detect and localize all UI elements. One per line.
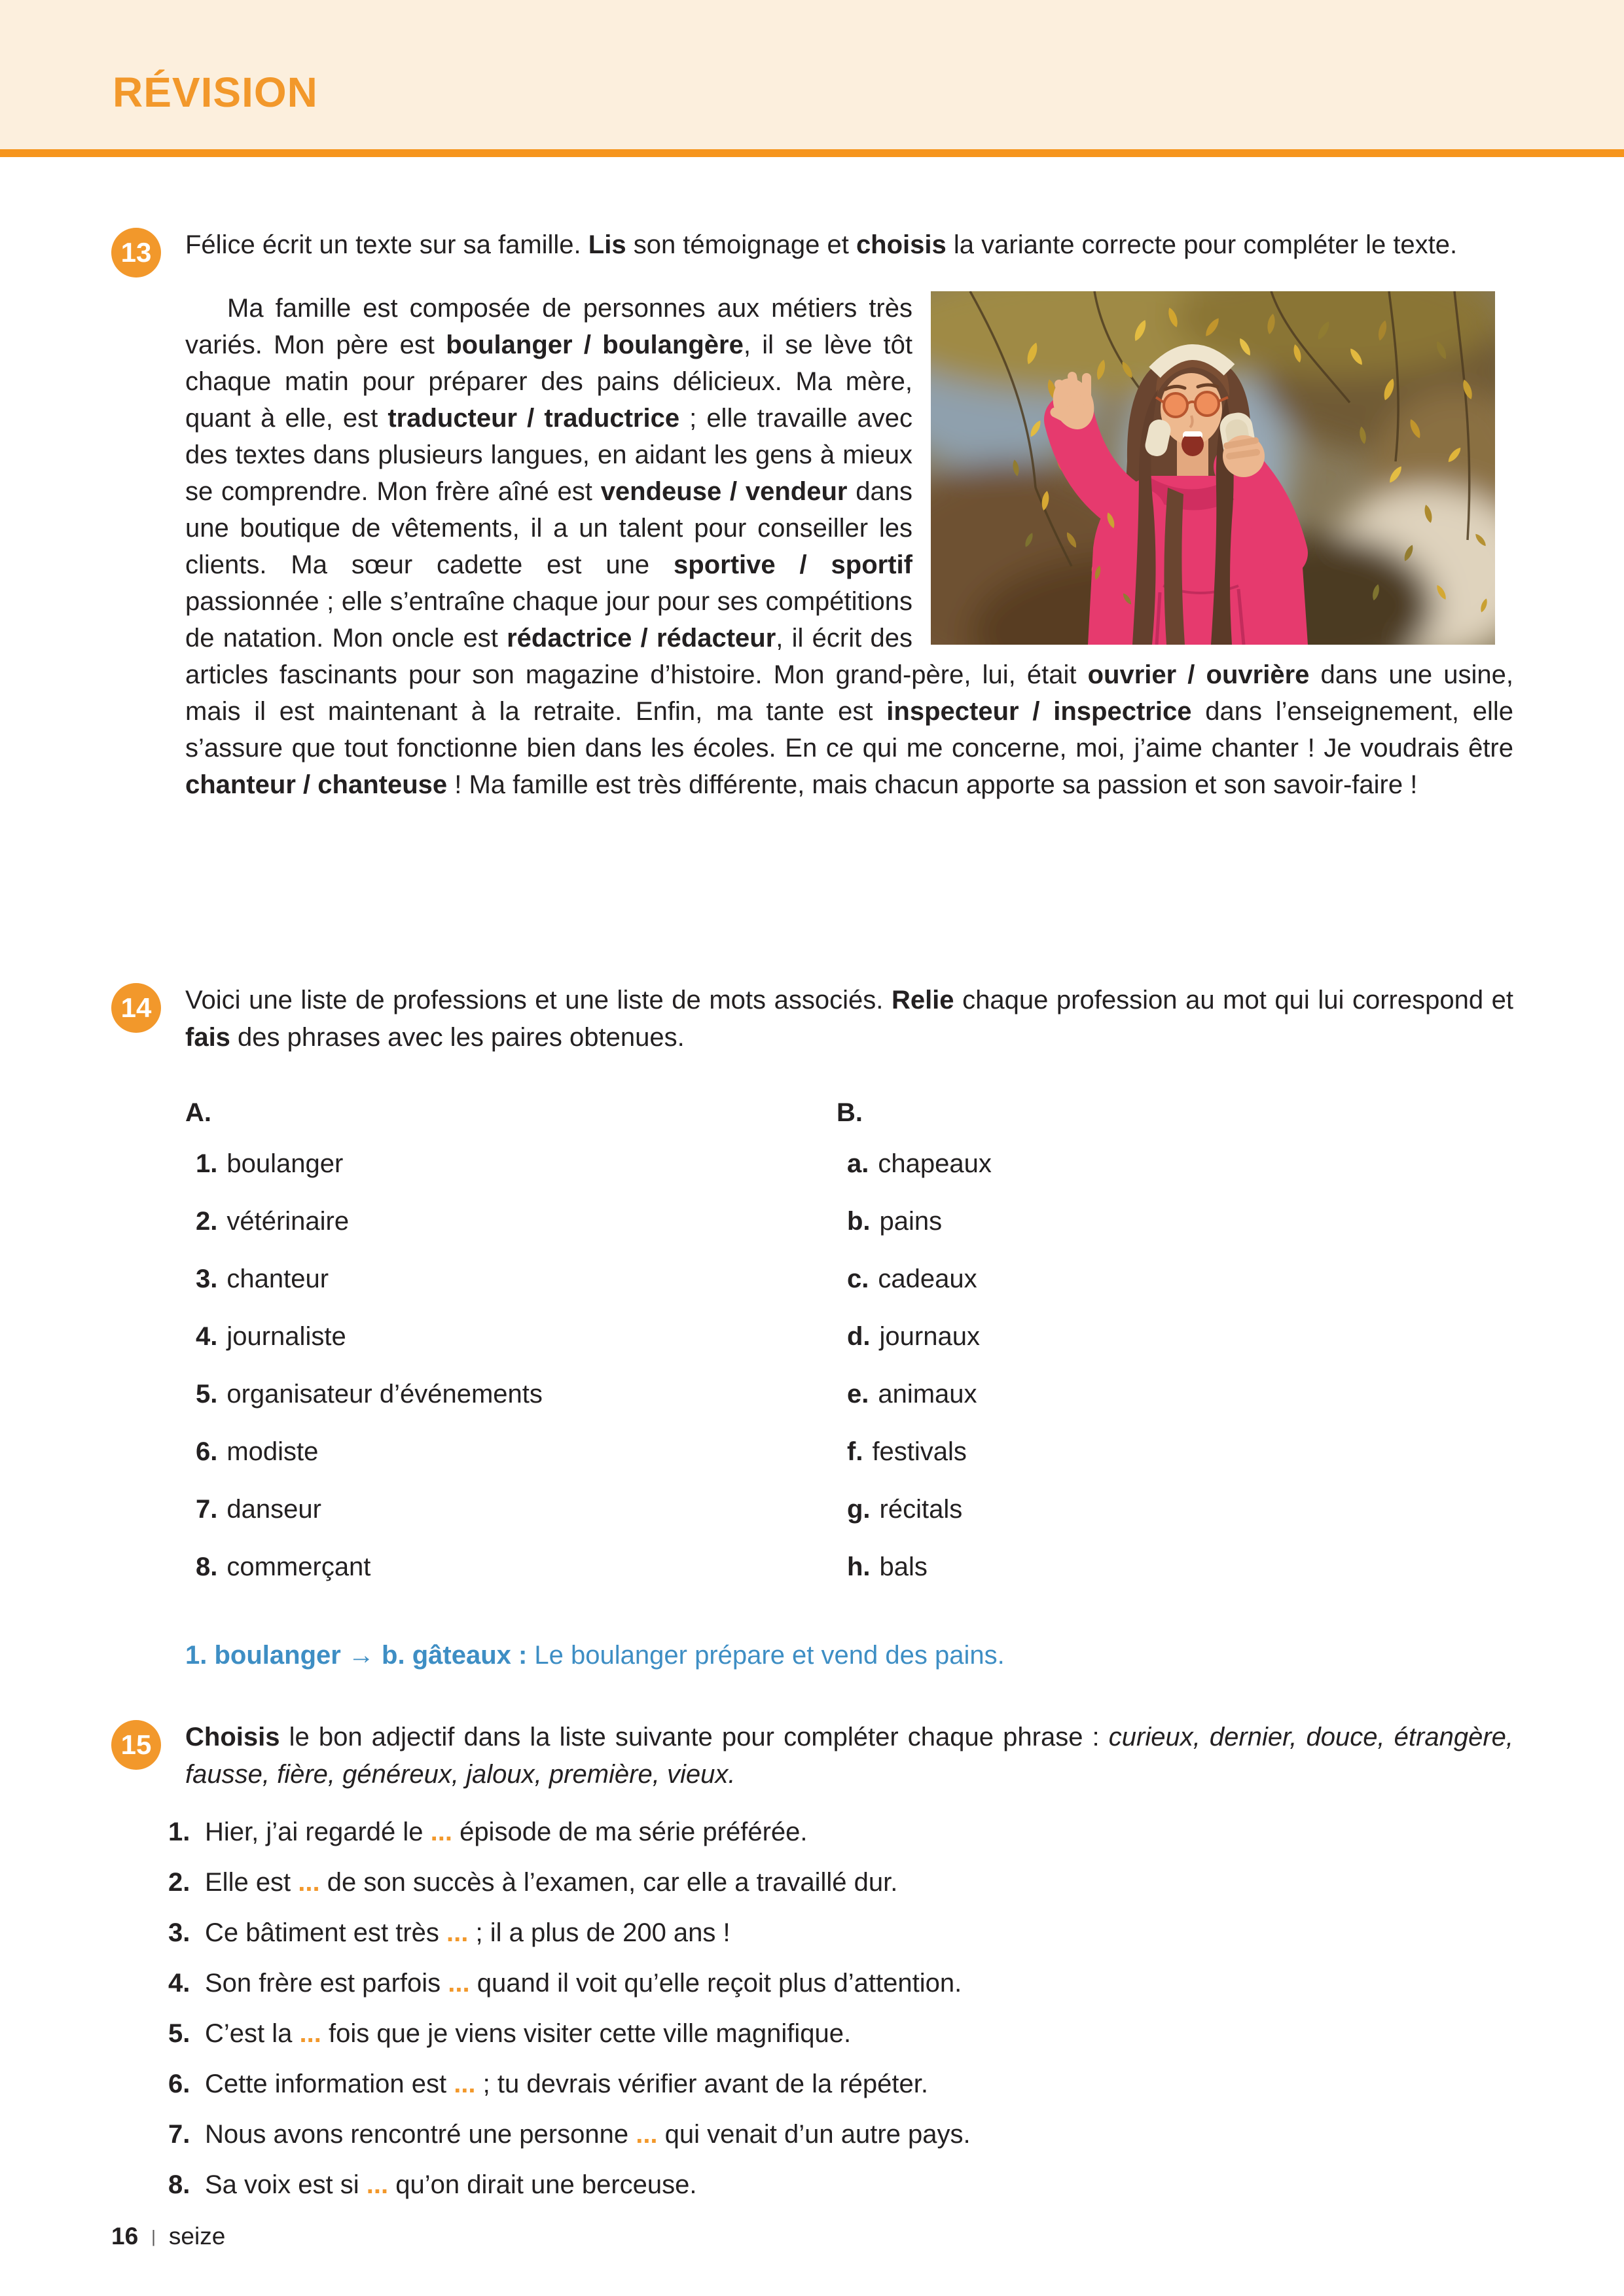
list-b-label: B. (837, 1098, 863, 1127)
sentence-text: Sa voix est si ... qu’on dirait une berceuse. (205, 2170, 697, 2199)
item-text: commerçant (226, 1552, 371, 1581)
item-letter: g. (847, 1495, 871, 1524)
list-a-column (185, 1097, 837, 1609)
item-number: 3. (196, 1265, 218, 1293)
item-letter: h. (847, 1552, 871, 1581)
item-number: 1. (196, 1149, 218, 1178)
sentence-text: Elle est ... de son succès à l’examen, car elle a travaillé dur. (205, 1868, 898, 1897)
list-b-item (847, 1436, 1513, 1467)
list-a-item (196, 1436, 837, 1467)
item-number: 4. (168, 1969, 190, 1998)
list-a-item (196, 1551, 837, 1583)
item-letter: c. (847, 1265, 869, 1293)
item-number: 5. (168, 2019, 190, 2048)
exercise-13-paragraph: Ma famille est composée de personnes aux métiers très variés. Mon père est boulanger / boulangère, il se lève tôt chaque matin pour préparer des pains délicieux. Ma mère, quant à elle, est traducteur / traductrice ; elle travaille avec des textes dans plusieurs langues, en aidant les gens à mieux se comprendre. Mon frère aîné est vendeuse / vendeur dans une boutique de vêtements, il a un talent pour conseiller les clients. Ma sœur cadette est une sportive / sportif passionnée ; elle s’entraîne chaque jour pour ses compétitions de natation. Mon oncle est rédactrice / rédacteur, il écrit des articles fascinants pour son magazine d’histoire. Mon grand-père, lui, était ouvrier / ouvrière dans une usine, mais il est maintenant à la retraite. Enfin, ma tante est inspecteur / inspectrice dans l’enseignement, elle s’assure que tout fonctionne bien dans les écoles. En ce qui me concerne, moi, j’aime chanter ! Je voudrais être chanteur / chanteuse ! Ma famille est très différente, mais chacun apporte sa passion et son savoir-faire ! (185, 294, 1513, 799)
list-b-column (837, 1097, 1513, 1609)
item-number: 7. (168, 2120, 190, 2149)
exercise-13-story (185, 290, 1513, 803)
list-a (185, 1148, 837, 1583)
list-b (837, 1148, 1513, 1583)
item-text: festivals (872, 1437, 967, 1466)
list-a-item (196, 1263, 837, 1295)
exercise-13-instruction: Félice écrit un texte sur sa famille. Lis son témoignage et choisis la variante correcte pour compléter le texte. (185, 230, 1458, 259)
page-title: RÉVISION (113, 69, 318, 116)
item-number: 4. (196, 1322, 218, 1351)
item-number: 6. (196, 1437, 218, 1466)
item-number: 2. (168, 1868, 190, 1897)
item-text: journaliste (226, 1322, 346, 1351)
item-number: 1. (168, 1818, 190, 1846)
item-letter: b. (847, 1207, 871, 1236)
item-number: 6. (168, 2070, 190, 2098)
item-text: pains (879, 1207, 943, 1236)
page-number-word: seize (168, 2223, 226, 2250)
item-letter: e. (847, 1380, 869, 1408)
sentence-item (168, 2017, 1513, 2050)
sentence-text: C’est la ... fois que je viens visiter cette ville magnifique. (205, 2019, 852, 2048)
sentence-text: Ce bâtiment est très ... ; il a plus de 200 ans ! (205, 1918, 731, 1947)
page-number: 16 (111, 2223, 139, 2250)
exercise-14-body (185, 982, 1513, 1672)
item-text: danseur (226, 1495, 321, 1524)
photo-girl-headphones-autumn (931, 291, 1495, 645)
list-a-item (196, 1206, 837, 1237)
list-b-item (847, 1321, 1513, 1352)
list-a-item (196, 1321, 837, 1352)
item-number: 7. (196, 1495, 218, 1524)
item-number: 8. (196, 1552, 218, 1581)
exercise-15-number-badge: 15 (111, 1720, 161, 1770)
sentence-item (168, 1967, 1513, 2000)
page-header (0, 0, 1624, 149)
exercise-15 (111, 1719, 1513, 2219)
sentence-text: Nous avons rencontré une personne ... qui venait d’un autre pays. (205, 2120, 971, 2149)
exercise-14 (111, 982, 1513, 1672)
sentence-item (168, 1866, 1513, 1899)
list-a-item (196, 1378, 837, 1410)
list-b-item (847, 1494, 1513, 1525)
item-text: cadeaux (878, 1265, 977, 1293)
sentence-item (168, 1916, 1513, 1949)
exercise-15-body (168, 1719, 1513, 2201)
item-text: animaux (878, 1380, 977, 1408)
list-b-item (847, 1148, 1513, 1179)
sentence-item (168, 2068, 1513, 2100)
footer-separator: | (151, 2226, 156, 2246)
exercise-14-example: 1. boulanger → b. gâteaux : Le boulanger prépare et vend des pains. (185, 1641, 1005, 1670)
item-text: bals (879, 1552, 928, 1581)
item-number: 8. (168, 2170, 190, 2199)
exercise-13-number-badge: 13 (111, 228, 161, 278)
list-b-item (847, 1551, 1513, 1583)
exercise-13 (111, 226, 1513, 803)
item-letter: a. (847, 1149, 869, 1178)
item-number: 3. (168, 1918, 190, 1947)
item-text: journaux (879, 1322, 980, 1351)
sentence-item (168, 2118, 1513, 2151)
list-a-item (196, 1494, 837, 1525)
item-text: récitals (879, 1495, 963, 1524)
header-divider-bar (0, 149, 1624, 157)
item-number: 5. (196, 1380, 218, 1408)
item-number: 2. (196, 1207, 218, 1236)
item-text: chanteur (226, 1265, 329, 1293)
exercise-15-instruction: Choisis le bon adjectif dans la liste suivante pour compléter chaque phrase : curieux, dernier, douce, étrangère, fausse, fière, généreux, jaloux, première, vieux. (185, 1723, 1513, 1789)
exercise-13-body (185, 226, 1513, 803)
item-text: modiste (226, 1437, 319, 1466)
list-b-item (847, 1378, 1513, 1410)
sentence-item (168, 2168, 1513, 2201)
page-footer (111, 2223, 225, 2250)
list-b-item (847, 1263, 1513, 1295)
list-a-label: A. (185, 1098, 211, 1127)
matching-lists (185, 1097, 1513, 1609)
item-text: boulanger (226, 1149, 344, 1178)
sentence-item (168, 1816, 1513, 1848)
sentence-text: Hier, j’ai regardé le ... épisode de ma série préférée. (205, 1818, 808, 1846)
item-text: chapeaux (878, 1149, 992, 1178)
item-text: organisateur d’événements (226, 1380, 543, 1408)
item-letter: f. (847, 1437, 863, 1466)
exercise-15-sentences (168, 1816, 1513, 2201)
exercise-14-number-badge: 14 (111, 983, 161, 1033)
list-a-item (196, 1148, 837, 1179)
sentence-text: Cette information est ... ; tu devrais vérifier avant de la répéter. (205, 2070, 928, 2098)
list-b-item (847, 1206, 1513, 1237)
item-letter: d. (847, 1322, 871, 1351)
exercise-14-instruction: Voici une liste de professions et une liste de mots associés. Relie chaque profession au mot qui lui correspond et fais des phrases avec les paires obtenues. (185, 986, 1514, 1052)
sentence-text: Son frère est parfois ... quand il voit qu’elle reçoit plus d’attention. (205, 1969, 962, 1998)
item-text: vétérinaire (226, 1207, 350, 1236)
photo-illustration (931, 291, 1495, 645)
